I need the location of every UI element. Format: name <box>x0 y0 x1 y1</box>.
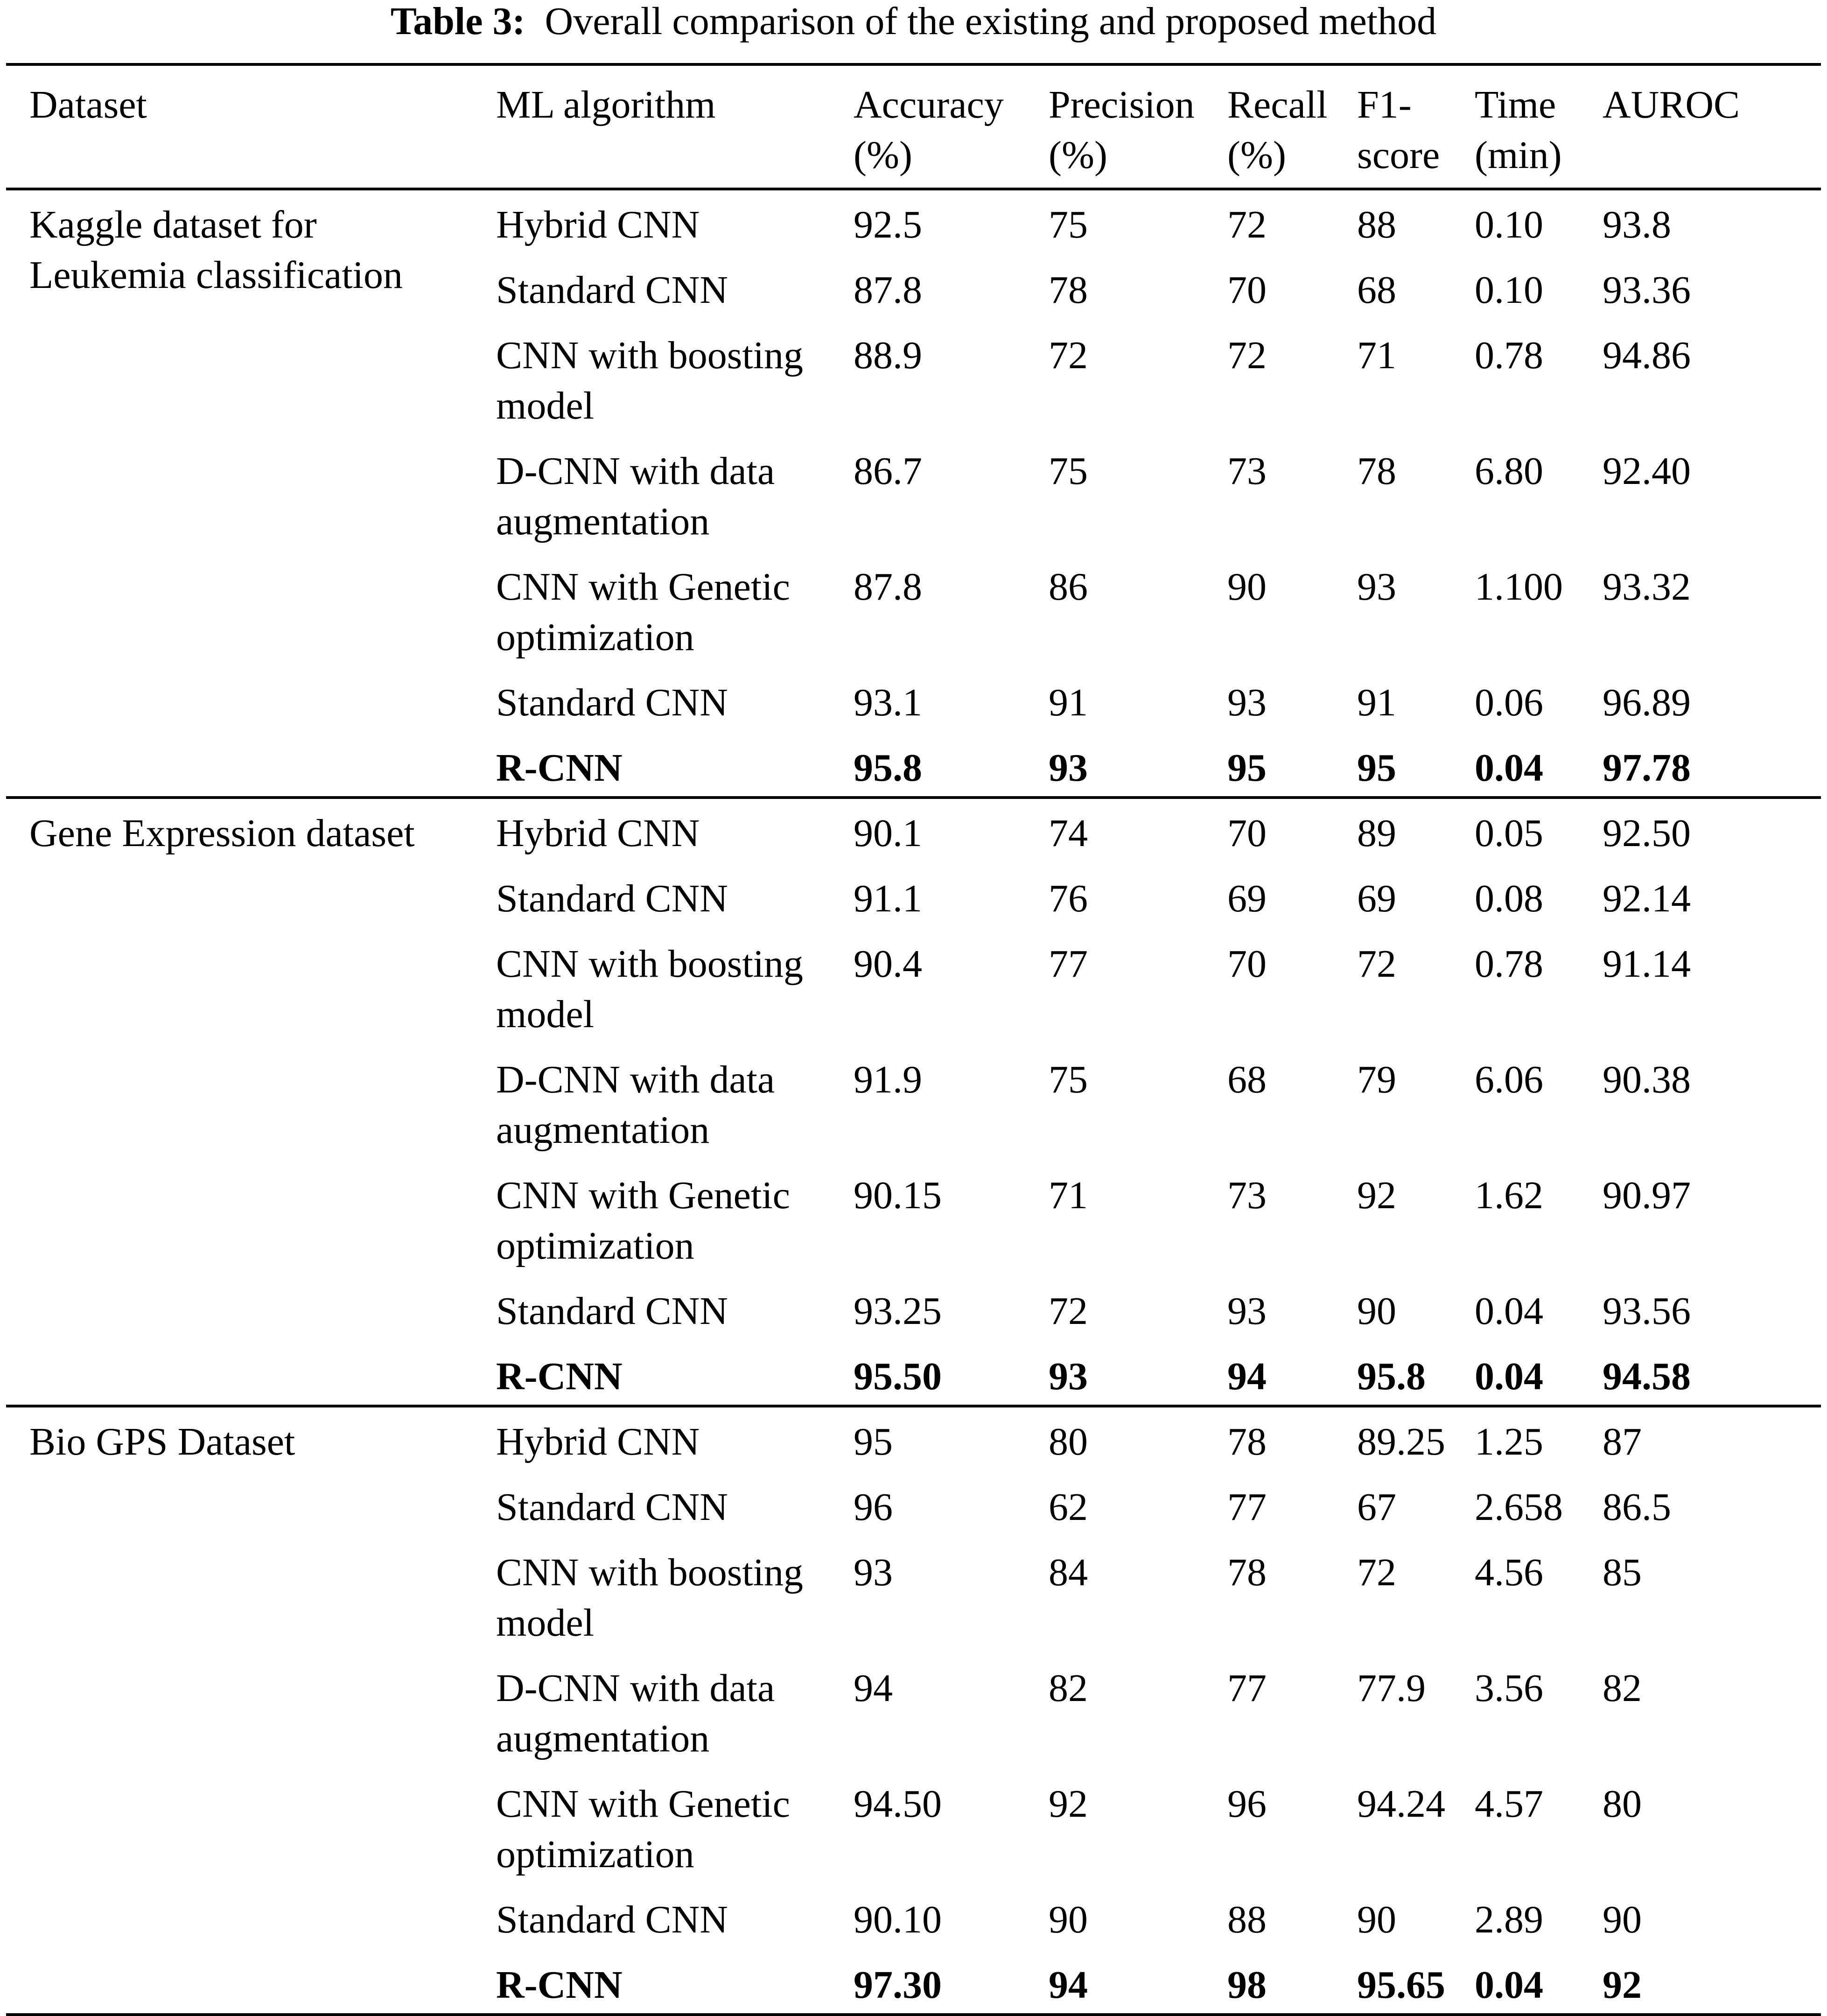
cell-time: 4.57 <box>1475 1782 1543 1826</box>
cell-ml-algorithm: Hybrid CNN <box>496 203 700 246</box>
cell-precision: 86 <box>1049 565 1088 609</box>
table-header <box>6 64 1821 189</box>
cell-ml-algorithm: R-CNN <box>496 1963 623 2007</box>
cell-precision: 92 <box>1049 1782 1088 1826</box>
cell-ml-algorithm: Standard CNN <box>496 681 728 724</box>
cell-recall: 73 <box>1227 1174 1267 1217</box>
cell-ml-algorithm: D-CNN with data augmentation <box>496 1666 775 1760</box>
cell-accuracy: 94 <box>854 1666 893 1710</box>
cell-precision: 93 <box>1049 746 1088 790</box>
cell-accuracy: 93.1 <box>854 681 922 724</box>
table-row <box>6 189 1821 259</box>
cell-precision: 90 <box>1049 1898 1088 1941</box>
cell-ml-algorithm: R-CNN <box>496 746 623 790</box>
cell-precision: 77 <box>1049 942 1088 986</box>
cell-auroc: 90 <box>1603 1898 1642 1941</box>
cell-accuracy: 91.1 <box>854 877 922 920</box>
cell-recall: 72 <box>1227 334 1267 377</box>
cell-time: 6.06 <box>1475 1058 1543 1101</box>
cell-recall: 93 <box>1227 1289 1267 1333</box>
cell-f1-score: 67 <box>1357 1485 1396 1529</box>
cell-recall: 70 <box>1227 268 1267 312</box>
cell-ml-algorithm: Standard CNN <box>496 1289 728 1333</box>
cell-precision: 84 <box>1049 1551 1088 1594</box>
cell-f1-score: 93 <box>1357 565 1396 609</box>
cell-accuracy: 95.50 <box>854 1355 942 1398</box>
cell-time: 0.05 <box>1475 812 1543 855</box>
cell-precision: 75 <box>1049 203 1088 246</box>
cell-accuracy: 92.5 <box>854 203 922 246</box>
cell-precision: 91 <box>1049 681 1088 724</box>
cell-accuracy: 93.25 <box>854 1289 942 1333</box>
cell-time: 1.100 <box>1475 565 1563 609</box>
cell-accuracy: 86.7 <box>854 449 922 493</box>
cell-time: 0.04 <box>1475 1963 1543 2007</box>
cell-f1-score: 88 <box>1357 203 1396 246</box>
cell-ml-algorithm: Standard CNN <box>496 877 728 920</box>
cell-ml-algorithm: CNN with Genetic optimization <box>496 565 790 659</box>
header-time: Time (min) <box>1475 83 1562 177</box>
cell-time: 1.62 <box>1475 1174 1543 1217</box>
cell-time: 0.08 <box>1475 877 1543 920</box>
cell-time: 0.10 <box>1475 268 1543 312</box>
cell-recall: 73 <box>1227 449 1267 493</box>
table-row <box>6 798 1821 868</box>
cell-recall: 78 <box>1227 1420 1267 1463</box>
cell-precision: 78 <box>1049 268 1088 312</box>
cell-f1-score: 95 <box>1357 746 1396 790</box>
cell-ml-algorithm: Hybrid CNN <box>496 1420 700 1463</box>
cell-auroc: 92.14 <box>1603 877 1691 920</box>
cell-ml-algorithm: CNN with boosting model <box>496 1551 804 1645</box>
cell-recall: 90 <box>1227 565 1267 609</box>
cell-time: 0.10 <box>1475 203 1543 246</box>
cell-f1-score: 91 <box>1357 681 1396 724</box>
header-dataset: Dataset <box>29 83 147 126</box>
cell-ml-algorithm: D-CNN with data augmentation <box>496 449 775 543</box>
cell-time: 0.78 <box>1475 334 1543 377</box>
caption-text: Overall comparison of the existing and proposed method <box>545 0 1437 43</box>
cell-ml-algorithm: CNN with boosting model <box>496 334 804 427</box>
cell-recall: 77 <box>1227 1666 1267 1710</box>
cell-auroc: 91.14 <box>1603 942 1691 986</box>
cell-auroc: 93.32 <box>1603 565 1691 609</box>
dataset-name: Gene Expression dataset <box>29 812 415 855</box>
cell-f1-score: 92 <box>1357 1174 1396 1217</box>
cell-f1-score: 94.24 <box>1357 1782 1445 1826</box>
cell-precision: 74 <box>1049 812 1088 855</box>
cell-accuracy: 90.10 <box>854 1898 942 1941</box>
cell-time: 3.56 <box>1475 1666 1543 1710</box>
cell-auroc: 92.50 <box>1603 812 1691 855</box>
cell-precision: 72 <box>1049 1289 1088 1333</box>
cell-f1-score: 90 <box>1357 1898 1396 1941</box>
cell-recall: 96 <box>1227 1782 1267 1826</box>
dataset-group <box>6 798 1821 1406</box>
header-row <box>6 64 1821 189</box>
cell-auroc: 80 <box>1603 1782 1642 1826</box>
cell-auroc: 96.89 <box>1603 681 1691 724</box>
cell-auroc: 92 <box>1603 1963 1642 2007</box>
cell-time: 0.04 <box>1475 746 1543 790</box>
cell-auroc: 86.5 <box>1603 1485 1671 1529</box>
cell-recall: 78 <box>1227 1551 1267 1594</box>
cell-f1-score: 89 <box>1357 812 1396 855</box>
cell-auroc: 94.86 <box>1603 334 1691 377</box>
cell-accuracy: 93 <box>854 1551 893 1594</box>
header-f1-score: F1-score <box>1357 83 1440 177</box>
cell-ml-algorithm: D-CNN with data augmentation <box>496 1058 775 1152</box>
cell-precision: 76 <box>1049 877 1088 920</box>
cell-f1-score: 95.65 <box>1357 1963 1445 2007</box>
cell-auroc: 92.40 <box>1603 449 1691 493</box>
cell-accuracy: 90.15 <box>854 1174 942 1217</box>
cell-time: 2.89 <box>1475 1898 1543 1941</box>
cell-time: 1.25 <box>1475 1420 1543 1463</box>
cell-auroc: 82 <box>1603 1666 1642 1710</box>
table-row <box>6 1406 1821 1477</box>
cell-time: 0.78 <box>1475 942 1543 986</box>
cell-accuracy: 96 <box>854 1485 893 1529</box>
cell-accuracy: 90.1 <box>854 812 922 855</box>
cell-f1-score: 72 <box>1357 942 1396 986</box>
cell-recall: 72 <box>1227 203 1267 246</box>
cell-auroc: 97.78 <box>1603 746 1691 790</box>
header-accuracy: Accuracy (%) <box>854 83 1004 177</box>
header-ml-algorithm: ML algorithm <box>496 83 716 126</box>
cell-precision: 71 <box>1049 1174 1088 1217</box>
cell-recall: 68 <box>1227 1058 1267 1101</box>
cell-time: 4.56 <box>1475 1551 1543 1594</box>
header-precision: Precision (%) <box>1049 83 1195 177</box>
table-caption <box>0 0 1827 47</box>
cell-ml-algorithm: CNN with boosting model <box>496 942 804 1036</box>
cell-time: 2.658 <box>1475 1485 1563 1529</box>
cell-accuracy: 88.9 <box>854 334 922 377</box>
caption-label: Table 3: <box>390 0 525 43</box>
cell-precision: 82 <box>1049 1666 1088 1710</box>
cell-f1-score: 77.9 <box>1357 1666 1426 1710</box>
cell-accuracy: 95.8 <box>854 746 922 790</box>
cell-ml-algorithm: Standard CNN <box>496 1485 728 1529</box>
cell-f1-score: 89.25 <box>1357 1420 1445 1463</box>
cell-auroc: 90.97 <box>1603 1174 1691 1217</box>
dataset-name: Bio GPS Dataset <box>29 1420 295 1463</box>
cell-recall: 70 <box>1227 812 1267 855</box>
cell-time: 0.04 <box>1475 1355 1543 1398</box>
cell-recall: 70 <box>1227 942 1267 986</box>
header-recall: Recall (%) <box>1227 83 1328 177</box>
cell-ml-algorithm: R-CNN <box>496 1355 623 1398</box>
cell-auroc: 93.36 <box>1603 268 1691 312</box>
cell-time: 0.06 <box>1475 681 1543 724</box>
cell-auroc: 90.38 <box>1603 1058 1691 1101</box>
cell-ml-algorithm: CNN with Genetic optimization <box>496 1782 790 1876</box>
cell-auroc: 93.8 <box>1603 203 1671 246</box>
cell-f1-score: 95.8 <box>1357 1355 1426 1398</box>
cell-precision: 62 <box>1049 1485 1088 1529</box>
cell-ml-algorithm: Standard CNN <box>496 1898 728 1941</box>
cell-accuracy: 87.8 <box>854 268 922 312</box>
cell-accuracy: 95 <box>854 1420 893 1463</box>
cell-recall: 94 <box>1227 1355 1267 1398</box>
cell-time: 0.04 <box>1475 1289 1543 1333</box>
cell-f1-score: 90 <box>1357 1289 1396 1333</box>
cell-ml-algorithm: CNN with Genetic optimization <box>496 1174 790 1267</box>
cell-precision: 72 <box>1049 334 1088 377</box>
dataset-group <box>6 1406 1821 2015</box>
cell-f1-score: 79 <box>1357 1058 1396 1101</box>
cell-ml-algorithm: Standard CNN <box>496 268 728 312</box>
cell-f1-score: 78 <box>1357 449 1396 493</box>
cell-precision: 75 <box>1049 1058 1088 1101</box>
cell-precision: 75 <box>1049 449 1088 493</box>
cell-recall: 95 <box>1227 746 1267 790</box>
cell-accuracy: 91.9 <box>854 1058 922 1101</box>
cell-recall: 93 <box>1227 681 1267 724</box>
cell-f1-score: 72 <box>1357 1551 1396 1594</box>
cell-auroc: 93.56 <box>1603 1289 1691 1333</box>
cell-f1-score: 68 <box>1357 268 1396 312</box>
cell-recall: 69 <box>1227 877 1267 920</box>
cell-f1-score: 71 <box>1357 334 1396 377</box>
cell-f1-score: 69 <box>1357 877 1396 920</box>
dataset-name: Kaggle dataset for Leukemia classification <box>29 203 403 297</box>
cell-auroc: 87 <box>1603 1420 1642 1463</box>
cell-auroc: 85 <box>1603 1551 1642 1594</box>
cell-accuracy: 94.50 <box>854 1782 942 1826</box>
comparison-table <box>6 63 1821 2016</box>
cell-precision: 80 <box>1049 1420 1088 1463</box>
cell-accuracy: 97.30 <box>854 1963 942 2007</box>
cell-auroc: 94.58 <box>1603 1355 1691 1398</box>
cell-accuracy: 87.8 <box>854 565 922 609</box>
dataset-group <box>6 189 1821 798</box>
cell-precision: 94 <box>1049 1963 1088 2007</box>
cell-recall: 98 <box>1227 1963 1267 2007</box>
cell-recall: 88 <box>1227 1898 1267 1941</box>
cell-ml-algorithm: Hybrid CNN <box>496 812 700 855</box>
cell-precision: 93 <box>1049 1355 1088 1398</box>
cell-time: 6.80 <box>1475 449 1543 493</box>
cell-recall: 77 <box>1227 1485 1267 1529</box>
header-auroc: AUROC <box>1603 83 1740 126</box>
cell-accuracy: 90.4 <box>854 942 922 986</box>
